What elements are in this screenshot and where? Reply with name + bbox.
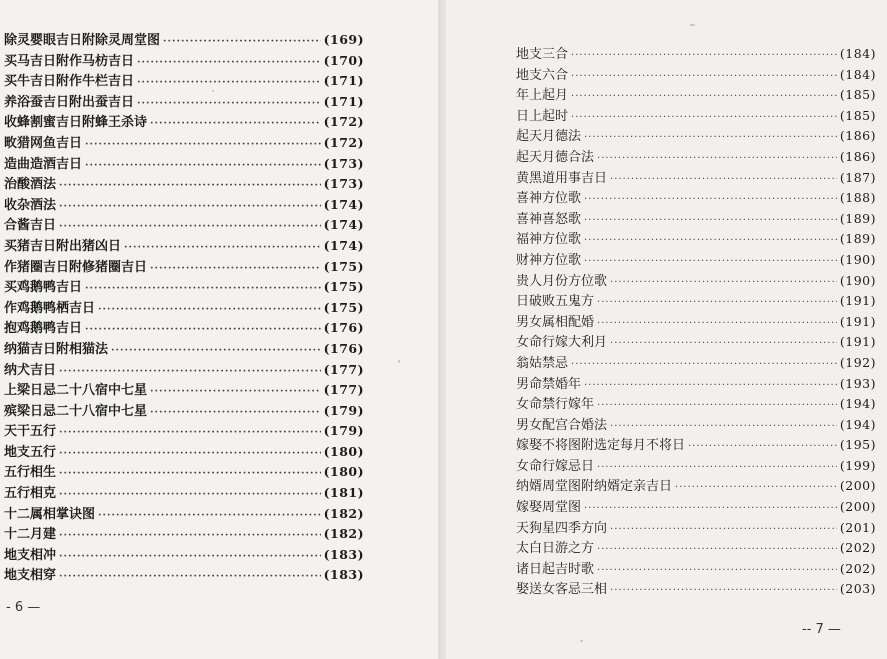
toc-entry-page: (174) [323,196,364,212]
toc-entry-title: 天狗星四季方向 [516,520,608,536]
toc-entry [516,250,876,271]
toc-leader-dots [571,87,837,108]
toc-entry [4,257,364,278]
toc-leader-dots [85,156,321,177]
toc-entry-page: (191) [839,334,876,350]
toc-leader-dots [98,300,321,321]
toc-leader-dots [59,423,321,444]
toc-entry-page: (176) [323,340,364,356]
toc-leader-dots [85,135,321,156]
toc-entry-page: (177) [323,382,364,398]
toc-entry [516,271,876,292]
toc-entry-page: (175) [323,299,364,315]
toc-leader-dots [597,396,837,417]
toc-entry-title: 地支三合 [516,47,569,62]
toc-entry-title: 地支六合 [516,67,569,83]
toc-entry-page: (171) [323,73,364,89]
toc-entry [516,291,876,312]
toc-entry-title: 太白日游之方 [516,541,595,557]
toc-entry-page: (189) [839,210,876,226]
toc-entry-page: (173) [323,176,364,192]
toc-leader-dots [85,279,321,300]
toc-entry-page: (174) [323,237,364,253]
toc-entry [516,497,876,518]
toc-leader-dots [124,238,321,259]
toc-entry-title: 殡梁日忌二十八宿中七星 [4,403,148,419]
toc-entry-title: 抱鸡鹅鸭吉日 [4,321,83,337]
toc-entry-title: 五行相克 [4,486,57,502]
toc-entry-title: 黄黑道用事吉日 [516,170,608,186]
toc-entry [4,360,364,381]
toc-entry [4,401,364,422]
toc-entry-title: 女命禁行嫁年 [516,397,595,413]
toc-leader-dots [610,417,837,438]
toc-entry [4,339,364,360]
toc-entry [516,85,876,106]
toc-entry [516,332,876,353]
toc-entry-page: (203) [839,581,876,597]
toc-entry-title: 治酸酒法 [4,177,57,193]
toc-leader-dots [137,94,321,115]
toc-entry-page: (175) [323,258,364,274]
toc-entry-page: (194) [839,416,876,432]
toc-entry [516,147,876,168]
toc-entry [516,312,876,333]
toc-entry-title: 贵人月份方位歌 [516,273,608,289]
toc-entry-title: 嫁娶不将图附选定每月不将日 [516,438,686,454]
toc-entry-title: 纳婿周堂图附纳婿定亲吉日 [516,479,673,495]
toc-entry-page: (195) [839,437,876,453]
toc-entry [4,92,364,113]
toc-leader-dots [597,458,837,479]
toc-entry-title: 嫁娶周堂图 [516,500,582,516]
toc-leader-dots [137,73,321,94]
toc-entry-title: 纳猫吉日附相猫法 [4,341,109,357]
toc-entry-title: 女命行嫁忌日 [516,458,595,474]
toc-entry-page: (202) [839,560,876,576]
toc-entry-title: 福神方位歌 [516,232,582,248]
toc-leader-dots [150,403,321,424]
toc-entry [4,174,364,195]
toc-leader-dots [163,32,321,53]
toc-leader-dots [584,211,837,232]
paper-speck [690,24,695,26]
toc-entry-title: 翁姑禁忌 [516,355,569,371]
toc-entry-page: (193) [839,375,876,391]
toc-list-left [4,30,364,586]
toc-entry-page: (180) [323,443,364,459]
page-number-right: -- 7 — [802,622,841,637]
toc-leader-dots [584,376,837,397]
toc-entry-page: (179) [323,423,364,439]
toc-entry [516,456,876,477]
toc-leader-dots [59,176,321,197]
toc-entry-title: 养浴蚕吉日附出蚕吉日 [4,94,135,110]
toc-entry [516,394,876,415]
toc-entry-page: (194) [839,396,876,412]
toc-entry-title: 天干五行 [4,424,57,440]
toc-entry-page: (171) [323,93,364,109]
toc-entry-title: 十二月建 [4,527,57,543]
toc-entry-title: 作鸡鹅鸭栖吉日 [4,300,96,316]
toc-entry-title: 喜神喜怒歌 [516,211,582,227]
toc-entry-page: (172) [323,134,364,150]
toc-leader-dots [584,231,837,252]
toc-entry-page: (191) [839,313,876,329]
toc-leader-dots [584,252,837,273]
toc-leader-dots [571,46,837,67]
toc-entry [4,277,364,298]
toc-leader-dots [111,341,321,362]
toc-entry [4,112,364,133]
toc-entry-title: 日上起时 [516,108,569,124]
toc-entry-page: (183) [323,567,364,583]
toc-leader-dots [571,355,837,376]
toc-entry [516,415,876,436]
toc-leader-dots [584,190,837,211]
toc-leader-dots [59,362,321,383]
toc-entry-page: (173) [323,155,364,171]
toc-leader-dots [675,478,837,499]
toc-entry-page: (184) [839,66,876,82]
toc-entry-title: 十二属相掌诀图 [4,506,96,522]
toc-leader-dots [59,567,321,588]
toc-entry [4,51,364,72]
toc-entry [516,126,876,147]
toc-leader-dots [150,114,321,135]
toc-entry [516,188,876,209]
book-gutter [438,0,446,659]
toc-entry [516,168,876,189]
left-page [0,0,438,659]
toc-entry-page: (176) [323,320,364,336]
toc-entry [516,579,876,600]
toc-entry-title: 纳犬吉日 [4,362,57,378]
paper-speck [398,360,400,363]
toc-entry [4,483,364,504]
paper-speck [580,640,583,642]
toc-leader-dots [584,499,837,520]
toc-entry-title: 喜神方位歌 [516,191,582,207]
toc-entry-title: 起天月德法 [516,129,582,145]
toc-entry-title: 收杂酒法 [4,197,57,213]
toc-entry-page: (182) [323,526,364,542]
toc-entry-title: 合酱吉日 [4,218,57,234]
toc-entry-page: (180) [323,464,364,480]
toc-leader-dots [571,108,837,129]
toc-entry [4,504,364,525]
toc-entry [516,476,876,497]
toc-entry [4,380,364,401]
right-page [446,0,887,659]
toc-entry [4,318,364,339]
toc-entry [516,65,876,86]
toc-entry-title: 买牛吉日附作牛栏吉日 [4,74,135,90]
toc-entry [4,524,364,545]
toc-entry [516,374,876,395]
toc-entry-page: (202) [839,540,876,556]
toc-entry-title: 年上起月 [516,88,569,104]
toc-leader-dots [688,437,837,458]
toc-entry-page: (188) [839,190,876,206]
toc-entry [516,559,876,580]
toc-leader-dots [610,581,837,602]
toc-leader-dots [85,320,321,341]
paper-speck [212,90,214,92]
toc-entry-title: 收蜂割蜜吉日附蜂王杀诗 [4,115,148,131]
toc-entry-page: (200) [839,499,876,515]
toc-leader-dots [610,170,837,191]
toc-leader-dots [137,53,321,74]
toc-entry-page: (186) [839,148,876,164]
toc-leader-dots [59,444,321,465]
toc-entry [516,518,876,539]
toc-entry-page: (185) [839,107,876,123]
toc-entry-title: 畋猎网鱼吉日 [4,135,83,151]
toc-entry-page: (177) [323,361,364,377]
toc-entry [516,209,876,230]
toc-entry-title: 财神方位歌 [516,252,582,268]
toc-entry-page: (192) [839,354,876,370]
toc-leader-dots [98,506,321,527]
toc-entry [4,565,364,586]
toc-entry-page: (190) [839,251,876,267]
toc-entry [516,44,876,65]
toc-entry-page: (169) [323,32,364,47]
toc-entry-title: 地支五行 [4,444,57,460]
toc-entry-title: 起天月德合法 [516,149,595,165]
toc-entry-page: (182) [323,505,364,521]
toc-leader-dots [59,526,321,547]
toc-entry [4,71,364,92]
toc-entry [516,229,876,250]
toc-entry-title: 除灵婴眼吉日附除灵周堂图 [4,33,161,48]
toc-leader-dots [597,540,837,561]
toc-entry [4,421,364,442]
toc-leader-dots [597,149,837,170]
toc-leader-dots [610,273,837,294]
toc-leader-dots [597,561,837,582]
toc-entry [4,298,364,319]
toc-entry [4,462,364,483]
page-number-left: - 6 — [6,600,41,615]
toc-entry-title: 上梁日忌二十八宿中七星 [4,383,148,399]
toc-leader-dots [59,197,321,218]
toc-entry-title: 女命行嫁大利月 [516,335,608,351]
toc-entry-title: 男女配宫合婚法 [516,417,608,433]
toc-leader-dots [597,314,837,335]
toc-entry [4,154,364,175]
toc-entry [4,133,364,154]
toc-leader-dots [584,128,837,149]
toc-entry-title: 地支相穿 [4,568,57,584]
toc-leader-dots [59,485,321,506]
toc-entry [516,106,876,127]
toc-leader-dots [59,547,321,568]
toc-entry-page: (185) [839,87,876,103]
toc-entry-title: 地支相冲 [4,547,57,563]
toc-leader-dots [59,464,321,485]
toc-leader-dots [610,334,837,355]
toc-entry-page: (187) [839,169,876,185]
toc-entry [516,353,876,374]
toc-leader-dots [59,217,321,238]
toc-entry-page: (186) [839,128,876,144]
toc-entry-title: 男女属相配婚 [516,314,595,330]
toc-entry-page: (191) [839,293,876,309]
toc-entry-page: (200) [839,478,876,494]
toc-entry-page: (179) [323,402,364,418]
toc-entry-page: (189) [839,231,876,247]
toc-entry-title: 娶送女客忌三相 [516,582,608,598]
toc-entry [4,236,364,257]
toc-entry-page: (201) [839,519,876,535]
toc-leader-dots [610,520,837,541]
toc-entry [4,215,364,236]
toc-entry-page: (172) [323,114,364,130]
toc-entry [4,30,364,51]
toc-list-right [516,44,876,600]
toc-leader-dots [150,259,321,280]
toc-entry-title: 五行相生 [4,465,57,481]
toc-entry [516,435,876,456]
toc-entry-page: (181) [323,485,364,501]
toc-entry-title: 作猪圈吉日附修猪圈吉日 [4,259,148,275]
toc-entry [516,538,876,559]
toc-entry [4,545,364,566]
toc-entry-title: 造曲造酒吉日 [4,156,83,172]
toc-entry-title: 买猪吉日附出猪凶日 [4,238,122,254]
toc-entry [4,195,364,216]
toc-entry-title: 买鸡鹅鸭吉日 [4,280,83,296]
toc-leader-dots [150,382,321,403]
toc-entry-page: (170) [323,52,364,68]
toc-entry-page: (199) [839,457,876,473]
toc-entry [4,442,364,463]
toc-entry-title: 日破败五鬼方 [516,294,595,310]
toc-entry-title: 男命禁婚年 [516,376,582,392]
toc-entry-title: 诸日起吉时歌 [516,561,595,577]
toc-entry-title: 买马吉日附作马枋吉日 [4,53,135,69]
toc-entry-page: (190) [839,272,876,288]
toc-entry-page: (184) [839,46,876,61]
toc-leader-dots [597,293,837,314]
toc-entry-page: (174) [323,217,364,233]
toc-leader-dots [571,67,837,88]
toc-entry-page: (183) [323,546,364,562]
toc-entry-page: (175) [323,279,364,295]
